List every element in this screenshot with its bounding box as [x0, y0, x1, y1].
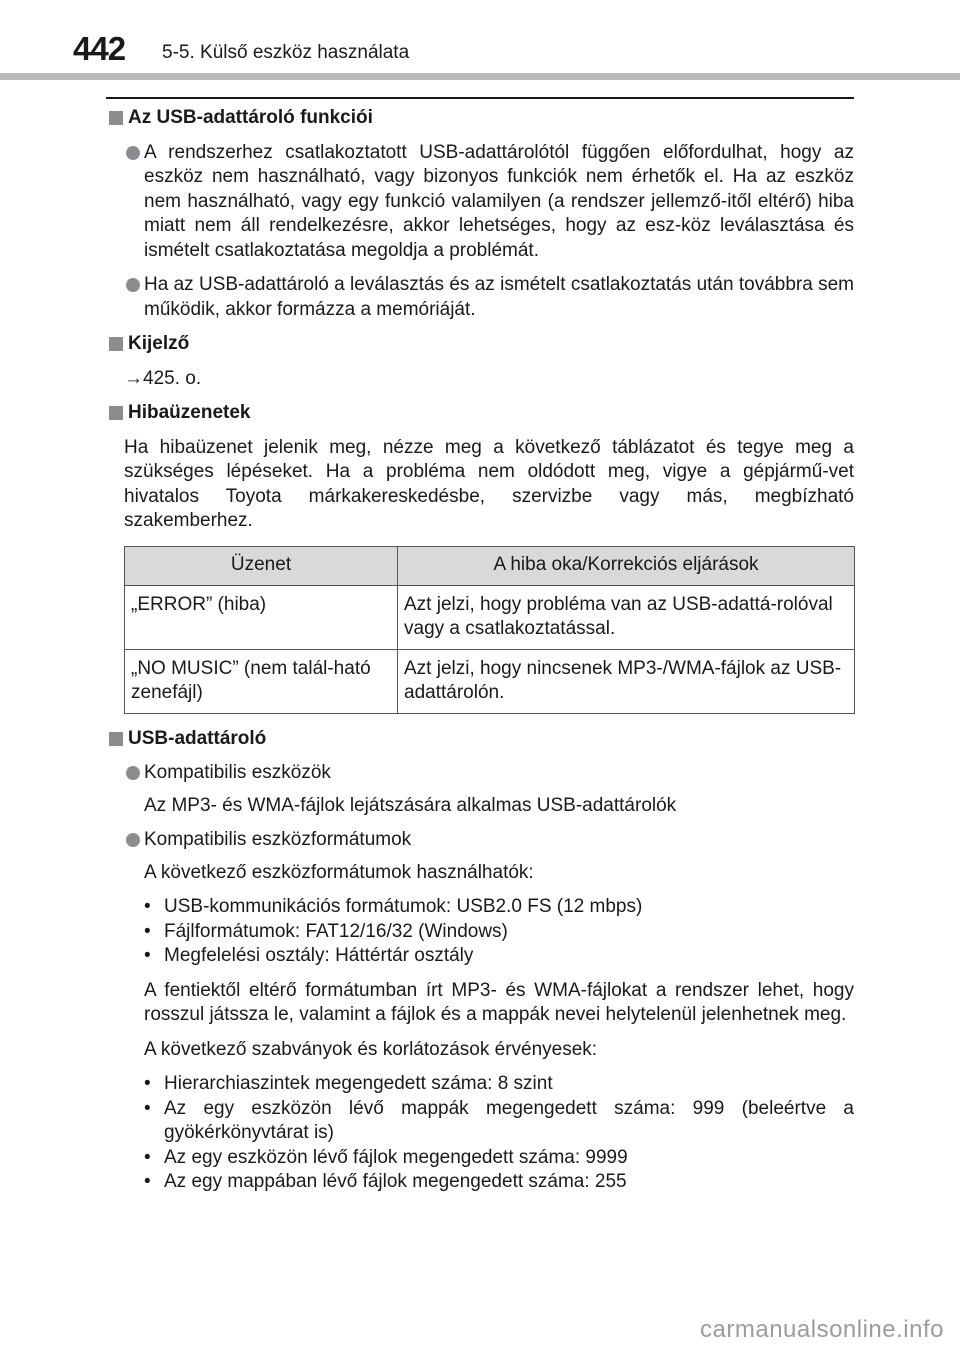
bullet-item: Kompatibilis eszközformátumok — [106, 828, 854, 853]
error-message-table — [124, 546, 855, 714]
bullet-item: Kompatibilis eszközök — [106, 761, 854, 786]
square-bullet-icon — [109, 406, 123, 420]
errors-intro: Ha hibaüzenet jelenik meg, nézze meg a következő táblázatot és tegye meg a szükséges lépéseket. Ha a probléma nem oldódott meg, vigye a gépjármű-vet hivatalos Toyota márkakereskedésbe, szervizbe vagy más, megbízható szakemberhez. — [124, 436, 854, 531]
top-rule — [106, 97, 854, 99]
table-cell: Azt jelzi, hogy probléma van az USB-adattá-rolóval vagy a csatlakoztatással. — [398, 585, 855, 649]
square-bullet-icon — [109, 111, 123, 125]
compatible-devices-text: Az MP3- és WMA-fájlok lejátszására alkalmas USB-adattárolók — [144, 794, 677, 816]
table-row — [125, 649, 855, 713]
table-header-cell: A hiba oka/Korrekciós eljárások — [398, 546, 855, 585]
list-item: • Az egy eszközön lévő fájlok megengedett száma: 9999 — [144, 1146, 854, 1171]
page-number: 442 — [73, 30, 126, 67]
formats-list — [106, 895, 854, 969]
table-cell: Azt jelzi, hogy nincsenek MP3-/WMA-fájlok az USB-adattárolón. — [398, 649, 855, 713]
section-heading-errors: Hibaüzenetek — [106, 401, 854, 426]
circle-bullet-icon — [126, 278, 140, 292]
limits-intro: A következő szabványok és korlátozások érvényesek: — [144, 1038, 598, 1060]
table-cell: „ERROR” (hiba) — [125, 585, 398, 649]
circle-bullet-icon — [126, 766, 140, 780]
list-item: • Az egy eszközön lévő mappák megengedett száma: 999 (beleértve a gyökérkönyvtárat is) — [144, 1097, 854, 1146]
table-cell: „NO MUSIC” (nem talál-ható zenefájl) — [125, 649, 398, 713]
bullet-item: A rendszerhez csatlakoztatott USB-adattárolótól függően előfordulhat, hogy az eszköz nem használható, vagy bizonyos funkciók nem érhetők el. Ha az eszköz nem használható, vagy egy funkció valamilyen (a rendszer jellemző-itől eltérő) hiba miatt nem áll rendelkezésre, akkor lehetséges, hogy az esz-köz leválasztása és ismételt csatlakoztatása megoldja a problémát. — [106, 141, 854, 264]
limits-list — [106, 1072, 854, 1195]
section-heading-usb-storage: USB-adattároló — [106, 727, 854, 752]
chapter-title: 5-5. Külső eszköz használata — [162, 42, 410, 63]
list-item: • USB-kommunikációs formátumok: USB2.0 FS (12 mbps) — [144, 895, 854, 920]
section-heading-usb-functions: Az USB-adattároló funkciói — [106, 106, 854, 131]
header-band — [0, 73, 960, 80]
circle-bullet-icon — [126, 146, 140, 160]
list-item: • Az egy mappában lévő fájlok megengedett száma: 255 — [144, 1170, 854, 1195]
circle-bullet-icon — [126, 833, 140, 847]
table-header-row — [125, 546, 855, 585]
list-item: • Megfelelési osztály: Háttértár osztály — [144, 944, 854, 969]
list-item: • Fájlformátumok: FAT12/16/32 (Windows) — [144, 920, 854, 945]
square-bullet-icon — [109, 732, 123, 746]
watermark: carmanualsonline.info — [700, 1316, 944, 1343]
bullet-item: Ha az USB-adattároló a leválasztás és az ismételt csatlakoztatás után továbbra sem működik, akkor formázza a memóriáját. — [106, 273, 854, 322]
formats-note: A fentiektől eltérő formátumban írt MP3- és WMA-fájlokat a rendszer lehet, hogy rosszul játssza le, valamint a fájlok és a mappák nevei helytelenül jelenhetnek meg. — [144, 979, 854, 1025]
square-bullet-icon — [109, 337, 123, 351]
section-heading-display: Kijelző — [106, 332, 854, 357]
table-header-cell: Üzenet — [125, 546, 398, 585]
list-item: • Hierarchiaszintek megengedett száma: 8 szint — [144, 1072, 854, 1097]
page-header — [0, 0, 960, 78]
page-content — [106, 106, 854, 1205]
formats-intro: A következő eszközformátumok használhatók: — [144, 861, 534, 883]
page-reference: →425. o. — [124, 367, 202, 389]
table-row — [125, 585, 855, 649]
